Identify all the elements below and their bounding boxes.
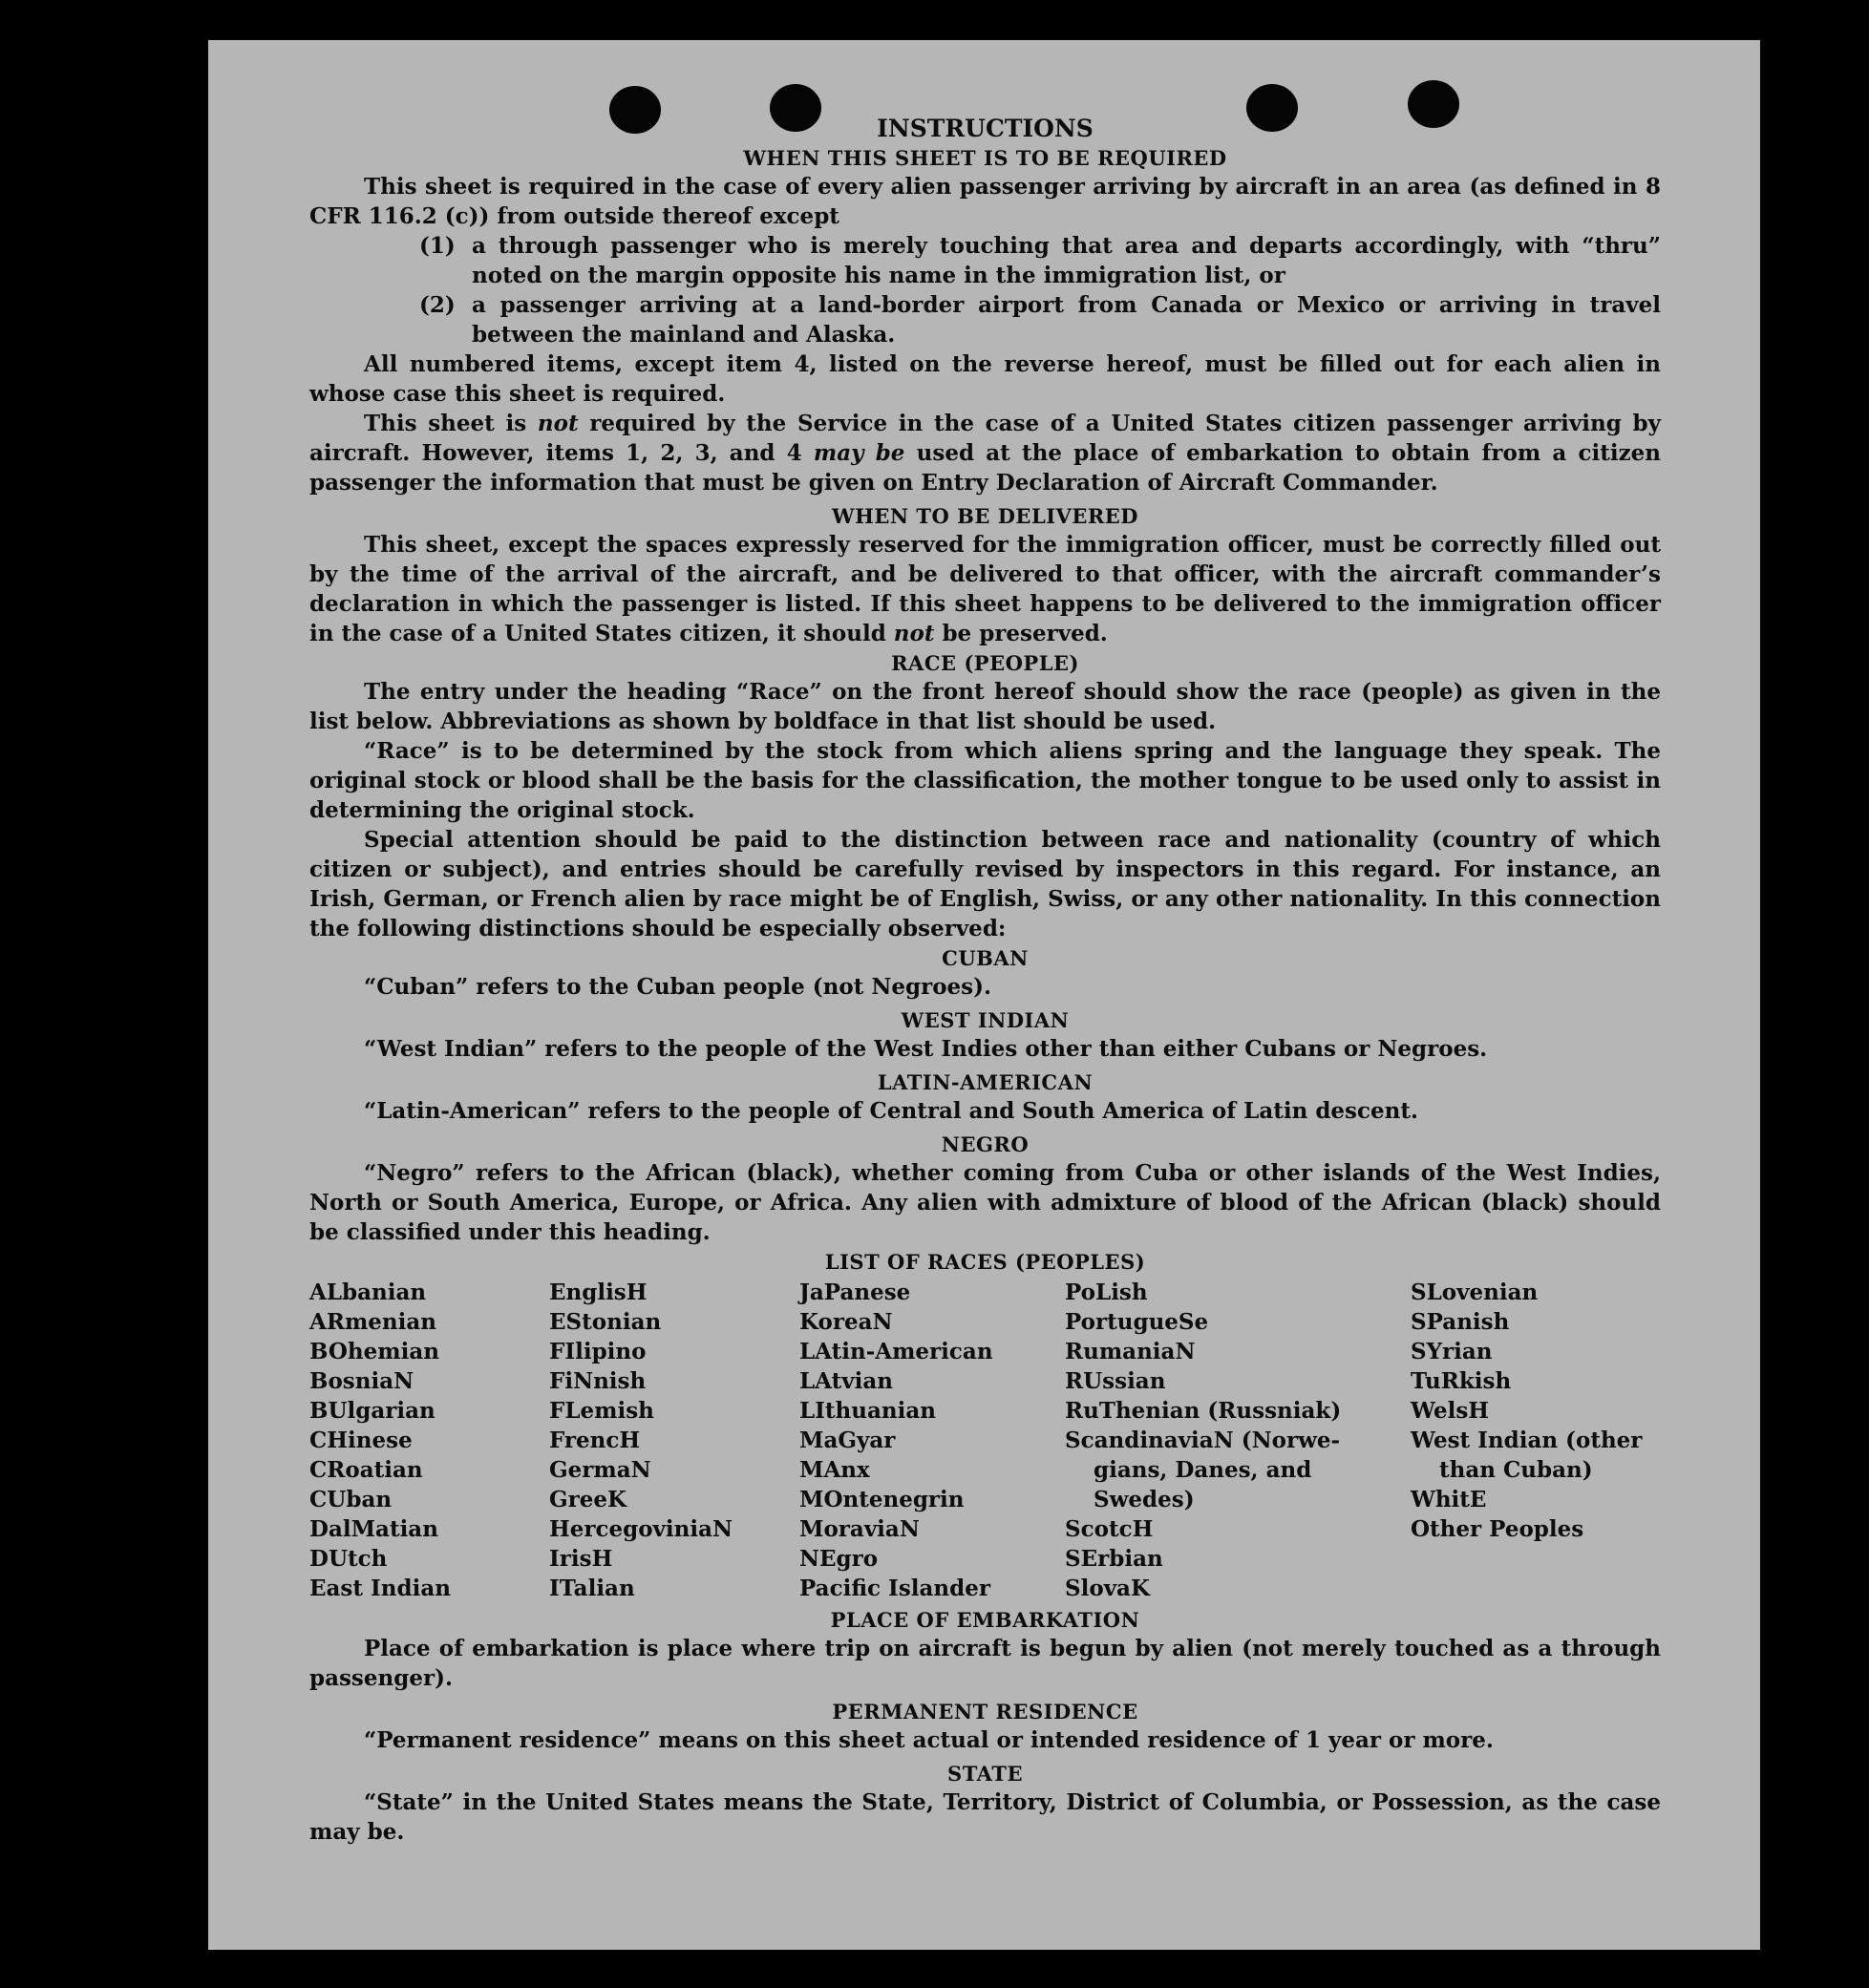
paragraph: The entry under the heading “Race” on the front hereof should show the race (people) as given in the list below. Abbreviations as shown by boldface in that list should be used. [309, 679, 1661, 734]
section-heading: WHEN TO BE DELIVERED [831, 504, 1138, 528]
item-number: (2) [419, 292, 456, 318]
race-item: PoLish [1065, 1280, 1148, 1305]
race-column [1065, 1278, 1411, 1603]
text-run: used at the place of embarkation to obtain from a citizen passenger the information that must be given on Entry Declaration of Aircraft Commander. [309, 440, 1662, 496]
race-item: EnglisH [549, 1280, 648, 1305]
race-item: ScotcH [1065, 1516, 1154, 1542]
race-item: Pacific Islander [799, 1576, 990, 1601]
section-heading: LATIN-AMERICAN [877, 1070, 1094, 1094]
paragraph: “Cuban” refers to the Cuban people (not Negroes). [364, 974, 992, 1000]
list-item [309, 290, 1661, 349]
race-item: CRoatian [309, 1457, 423, 1483]
text-run: This sheet, except the spaces expressly reserved for the immigration officer, must be correctly filled out by the time of the arrival of the aircraft, and be delivered to that officer, with the aircraft commander’s declaration in which the passenger is listed. If this sheet happens to be delivered to the immigration officer in the case of a United States citizen, it should [309, 532, 1661, 646]
section-heading: WHEN THIS SHEET IS TO BE REQUIRED [743, 146, 1227, 170]
section-heading: PERMANENT RESIDENCE [832, 1700, 1138, 1724]
race-item: LIthuanian [799, 1398, 936, 1424]
item-text: a through passenger who is merely touching that area and departs accordingly, with “thru” noted on the margin opposite his name in the immigration list, or [472, 233, 1661, 288]
race-item: MaGyar [799, 1428, 896, 1453]
race-item-continuation: than Cuban) [1439, 1457, 1593, 1483]
race-item: MoraviaN [799, 1516, 920, 1542]
race-item: FiNnish [549, 1368, 647, 1394]
race-item: FIlipino [549, 1339, 647, 1364]
race-item: TuRkish [1411, 1368, 1512, 1394]
race-item: ITalian [549, 1576, 635, 1601]
emphasis: may be [813, 440, 905, 466]
race-item: GermaN [549, 1457, 651, 1483]
race-item-continuation: gians, Danes, and [1094, 1457, 1312, 1483]
paragraph: Special attention should be paid to the distinction between race and nationality (country of which citizen or subject), and entries should be carefully revised by inspectors in this regard. For instance, an Irish, German, or French alien by race might be of English, Swiss, or any other nationality. In this connection the following distinctions should be especially observed: [309, 827, 1661, 941]
text-run: be preserved. [934, 621, 1108, 646]
race-item: HercegoviniaN [549, 1516, 733, 1542]
document-sheet [208, 40, 1760, 1950]
race-column [549, 1278, 799, 1603]
race-item: SPanish [1411, 1309, 1510, 1335]
race-list [309, 1278, 1661, 1603]
race-item: MOntenegrin [799, 1487, 965, 1512]
race-item: LAtvian [799, 1368, 893, 1394]
race-item: MAnx [799, 1457, 870, 1483]
race-item: WelsH [1411, 1398, 1490, 1424]
race-item: East Indian [309, 1576, 451, 1601]
section-heading: RACE (PEOPLE) [891, 651, 1079, 675]
section-heading: LIST OF RACES (PEOPLES) [824, 1250, 1146, 1274]
race-item: RuThenian (Russniak) [1065, 1398, 1342, 1424]
race-item: FrencH [549, 1428, 641, 1453]
list-item [309, 231, 1661, 290]
paragraph: “State” in the United States means the State, Territory, District of Columbia, or Possession, as the case may be. [309, 1789, 1661, 1845]
paragraph: “Negro” refers to the African (black), whether coming from Cuba or other islands of the West Indies, North or South America, Europe, or Africa. Any alien with admixture of blood of the African (black) should be classified under this heading. [309, 1160, 1661, 1245]
race-item: DUtch [309, 1546, 388, 1572]
race-item: CHinese [309, 1428, 413, 1453]
race-item: ARmenian [309, 1309, 437, 1335]
race-item: RumaniaN [1065, 1339, 1196, 1364]
race-item: WhitE [1411, 1487, 1487, 1512]
section-heading: CUBAN [942, 946, 1029, 970]
section-heading: NEGRO [941, 1132, 1030, 1156]
race-item: EStonian [549, 1309, 662, 1335]
paragraph [309, 530, 1661, 648]
paragraph: “Race” is to be determined by the stock from which aliens spring and the language they speak. The original stock or blood shall be the basis for the classification, the mother tongue to be used only to assist in determining the original stock. [309, 738, 1661, 823]
race-item: KoreaN [799, 1309, 893, 1335]
race-item: ALbanian [309, 1280, 427, 1305]
text-run: This sheet is [364, 411, 538, 436]
section-heading: STATE [947, 1762, 1023, 1786]
paragraph: “Permanent residence” means on this sheet actual or intended residence of 1 year or more. [364, 1727, 1494, 1753]
text-run: required by the Service in the case of a United States citizen passenger arriving by aircraft. However, items 1, 2, 3, and 4 [309, 411, 1661, 466]
race-item: BUlgarian [309, 1398, 435, 1424]
paragraph: “Latin-American” refers to the people of Central and South America of Latin descent. [364, 1098, 1418, 1124]
item-number: (1) [419, 233, 456, 259]
race-item: SErbian [1065, 1546, 1163, 1572]
paragraph: Place of embarkation is place where trip on aircraft is begun by alien (not merely touched as a through passenger). [309, 1636, 1661, 1691]
race-item: PortugueSe [1065, 1309, 1209, 1335]
race-item: ScandinaviaN (Norwe- [1065, 1428, 1341, 1453]
race-item: SYrian [1411, 1339, 1493, 1364]
paragraph: This sheet is required in the case of every alien passenger arriving by aircraft in an area (as defined in 8 CFR 116.2 (c)) from outside thereof except [309, 174, 1661, 229]
item-text: a passenger arriving at a land-border airport from Canada or Mexico or arriving in travel between the mainland and Alaska. [472, 292, 1661, 348]
race-item: West Indian (other [1411, 1428, 1643, 1453]
section-heading: PLACE OF EMBARKATION [830, 1608, 1140, 1632]
race-item: LAtin-American [799, 1339, 993, 1364]
race-item: SLovenian [1411, 1280, 1539, 1305]
race-item: BOhemian [309, 1339, 439, 1364]
race-item: IrisH [549, 1546, 613, 1572]
race-item: GreeK [549, 1487, 627, 1512]
instructions-body [309, 115, 1661, 1847]
paragraph: All numbered items, except item 4, listed on the reverse hereof, must be filled out for each alien in whose case this sheet is required. [309, 351, 1661, 407]
race-item: Other Peoples [1411, 1516, 1584, 1542]
emphasis: not [893, 621, 935, 646]
race-column [1411, 1278, 1659, 1603]
race-item: DalMatian [309, 1516, 438, 1542]
race-column [309, 1278, 549, 1603]
emphasis: not [537, 411, 579, 436]
paragraph: “West Indian” refers to the people of the West Indies other than either Cubans or Negroes. [364, 1036, 1488, 1062]
section-heading: WEST INDIAN [901, 1008, 1070, 1032]
race-item: BosniaN [309, 1368, 414, 1394]
race-item: CUban [309, 1487, 393, 1512]
race-column [799, 1278, 1065, 1603]
race-item: SlovaK [1065, 1576, 1150, 1601]
race-item: FLemish [549, 1398, 654, 1424]
race-item: RUssian [1065, 1368, 1166, 1394]
race-item: JaPanese [799, 1280, 911, 1305]
page-title: INSTRUCTIONS [877, 115, 1094, 142]
paragraph [309, 409, 1661, 497]
race-item: NEgro [799, 1546, 879, 1572]
race-item-continuation: Swedes) [1094, 1487, 1195, 1512]
